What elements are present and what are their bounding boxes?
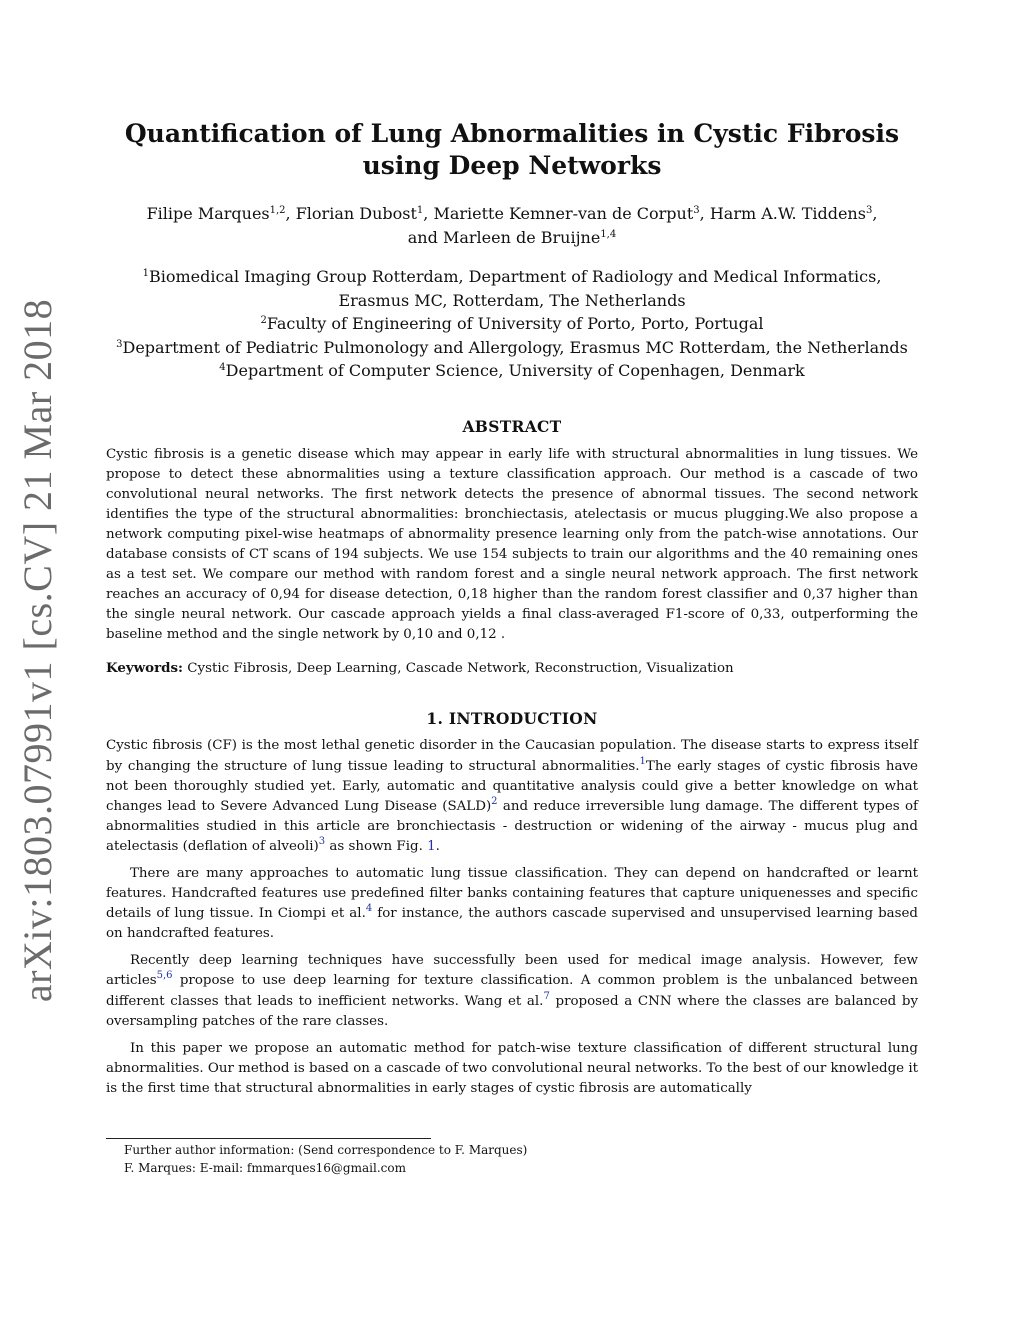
author-name: , Harm A.W. Tiddens xyxy=(699,204,866,223)
footnote-line: Further author information: (Send correspondence to F. Marques) xyxy=(124,1143,528,1157)
text-run: proposed a CNN where the classes are balanced by oversampling patches of the rare classes. xyxy=(106,993,919,1029)
citation-link[interactable]: 5,6 xyxy=(156,970,173,982)
text-run: for instance, the authors cascade supervised and unsupervised learning based on handcrafted features. xyxy=(106,906,918,942)
text-run: propose to use deep learning for texture classification. A common problem is the unbalanced between different classes that leads to inefficient networks. Wang et al. xyxy=(106,973,918,1009)
author-affil-sup: 3 xyxy=(693,205,700,216)
footnote-rule xyxy=(106,1138,431,1139)
affiliation-text: Faculty of Engineering of University of Porto, Porto, Portugal xyxy=(266,314,764,333)
author-affil-sup: 1,4 xyxy=(600,229,617,240)
author-name: , Florian Dubost xyxy=(285,204,417,223)
paragraph xyxy=(106,864,918,944)
author-separator: , xyxy=(872,204,878,223)
text-run: In this paper we propose an automatic method for patch-wise texture classification of different structural lung abnormalities. Our method is based on a cascade of two convolutional neural networks. To the best of our knowledge it is the first time that structural abnormalities in early stages of cystic fibrosis are automatically xyxy=(106,1040,918,1096)
author-name: , Mariette Kemner-van de Corput xyxy=(423,204,694,223)
affiliation-text: Biomedical Imaging Group Rotterdam, Department of Radiology and Medical Informatics, Erasmus MC, Rotterdam, The Netherlands xyxy=(148,267,882,310)
author-list xyxy=(106,202,918,250)
abstract-text: Cystic fibrosis is a genetic disease which may appear in early life with structural abnormalities in lung tissues. We propose to detect these abnormalities using a texture classification approach. Our method is a cascade of two convolutional neural networks. The first network detects the presence of abnormal tissues. The second network identifies the type of the structural abnormalities: bronchiectasis, atelectasis or mucus plugging.We also propose a network computing pixel-wise heatmaps of abnormality presence learning only from the patch-wise annotations. Our database consists of CT scans of 194 subjects. We use 154 subjects to train our algorithms and the 40 remaining ones as a test set. We compare our method with random forest and a single neural network approach. The first network reaches an accuracy of 0,94 for disease detection, 0,18 higher than the random forest classifier and 0,37 higher than the single neural network. Our cascade approach yields a final class-averaged F1-score of 0,33, outperforming the baseline method and the single network by 0,10 and 0,12 . xyxy=(106,446,918,643)
paragraph xyxy=(106,1039,918,1099)
section-heading-introduction: 1. INTRODUCTION xyxy=(426,709,598,729)
affiliation xyxy=(106,265,918,312)
text-run: as shown Fig. xyxy=(325,838,428,854)
text-run: There are many approaches to automatic lung tissue classification. They can depend on handcrafted or learnt features. Handcrafted features use predefined filter banks containing features that capture uniquenesses and specific details of lung tissue. In Ciompi et al. xyxy=(106,866,918,922)
affiliation xyxy=(106,312,918,336)
text-run: and reduce irreversible lung damage. The different types of abnormalities studied in this article are bronchiectasis - destruction or widening of the airway - mucus plug and atelectasis (deflation of alveoli) xyxy=(106,798,919,854)
abstract-heading: ABSTRACT xyxy=(462,416,562,436)
text-run: Cystic fibrosis (CF) is the most lethal genetic disorder in the Caucasian population. The disease starts to express itself by changing the structure of lung tissue leading to structural abnormalities. xyxy=(106,738,918,774)
paper-page xyxy=(106,118,918,1106)
affiliation-text: Department of Computer Science, University of Copenhagen, Denmark xyxy=(225,361,805,380)
author-name: and Marleen de Bruijne xyxy=(407,228,601,247)
author-name: Filipe Marques xyxy=(146,204,270,223)
keywords-list: Cystic Fibrosis, Deep Learning, Cascade Network, Reconstruction, Visualization xyxy=(187,661,734,677)
arxiv-identifier-text: arXiv:1803.07991v1 [cs.CV] 21 Mar 2018 xyxy=(15,298,61,1002)
affiliation-sup: 3 xyxy=(116,338,123,350)
affiliation-sup: 1 xyxy=(142,268,149,279)
text-run: . xyxy=(435,838,440,854)
affiliation-sup: 2 xyxy=(260,315,267,326)
citation-link[interactable]: 7 xyxy=(543,990,550,1002)
citation-link[interactable]: 1 xyxy=(639,755,646,767)
author-affil-sup: 1,2 xyxy=(269,205,286,216)
footnote xyxy=(124,1141,527,1177)
paragraph xyxy=(106,951,918,1031)
affiliation-text: Department of Pediatric Pulmonology and Allergology, Erasmus MC Rotterdam, the Netherlands xyxy=(122,337,908,357)
footnote-line: F. Marques: E-mail: fmmarques16@gmail.com xyxy=(124,1161,406,1175)
text-run: The early stages of cystic fibrosis have not been thoroughly studied yet. Early, automatic and quantitative analysis could give a better knowledge on what changes lead to Severe Advanced Lung Disease (SALD) xyxy=(106,758,918,814)
citation-link[interactable]: 2 xyxy=(491,795,498,807)
affiliation xyxy=(106,359,918,383)
figure-reference-link[interactable]: 1 xyxy=(427,838,436,854)
author-affil-sup: 3 xyxy=(865,205,873,216)
keywords-line xyxy=(106,658,918,679)
paper-title: Quantification of Lung Abnormalities in Cystic Fibrosis using Deep Networks xyxy=(124,119,900,180)
author-affil-sup: 1 xyxy=(416,205,424,216)
citation-link[interactable]: 4 xyxy=(365,903,373,915)
affiliation-list xyxy=(106,265,918,383)
paragraph xyxy=(106,736,918,857)
keywords-label: Keywords: xyxy=(106,660,184,677)
affiliation-sup: 4 xyxy=(219,362,226,373)
affiliation xyxy=(106,336,918,360)
arxiv-identifier xyxy=(15,298,61,1002)
introduction-body xyxy=(106,736,918,1099)
text-run: Recently deep learning techniques have successfully been used for medical image analysis. However, few articles xyxy=(106,953,918,989)
citation-link[interactable]: 3 xyxy=(318,835,326,847)
